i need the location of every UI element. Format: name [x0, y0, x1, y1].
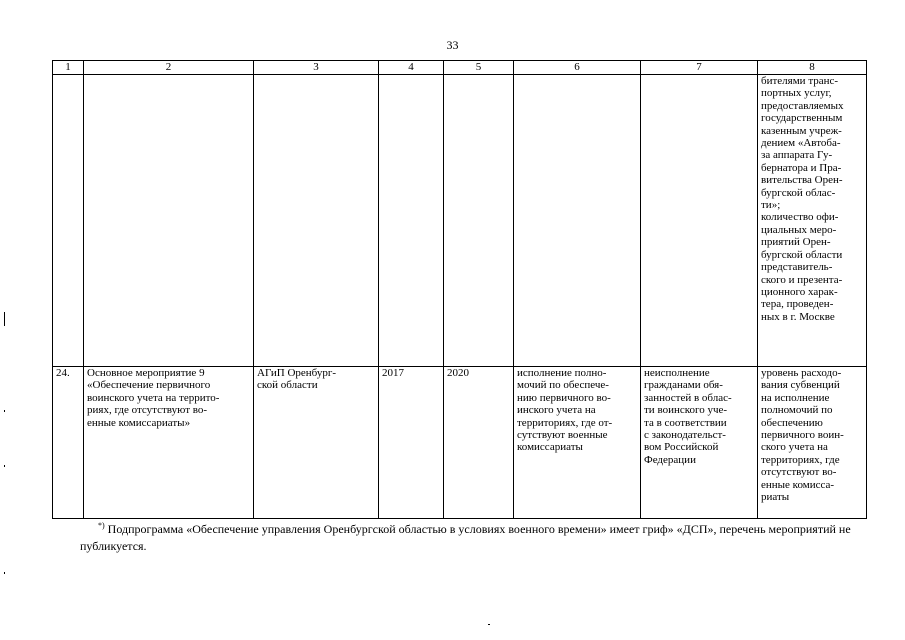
- cell-text-line: отсутствуют во-: [761, 466, 837, 479]
- cell-text-line: уровень расходо-: [761, 367, 842, 379]
- page-number: 33: [446, 38, 459, 52]
- table-row-24: [53, 367, 867, 519]
- column-header-6: 6: [514, 61, 641, 75]
- header-row: [53, 61, 867, 75]
- cell-text-line: исполнение полно-: [517, 367, 607, 379]
- column-header-1: 1: [53, 61, 84, 75]
- cell-empty: [641, 75, 758, 367]
- cell-text-line: ти»;: [761, 199, 781, 212]
- column-header-8: 8: [758, 61, 867, 75]
- cell-text-line: ского и презента-: [761, 273, 843, 286]
- scan-artifact-mark: [4, 312, 5, 326]
- cell-text-line: инского учета на: [517, 404, 596, 417]
- footnote: [80, 517, 870, 555]
- cell-text-line: на исполнение: [761, 391, 830, 404]
- cell-text-line: воинского учета на террито-: [87, 391, 220, 404]
- cell-text-line: та в соответствии: [644, 416, 727, 429]
- cell-text-line: неисполнение: [644, 367, 710, 379]
- table-row-continued: [53, 75, 867, 367]
- cell-text-line: количество офи-: [761, 211, 839, 224]
- cell-text-line: риях, где отсутствуют во-: [87, 404, 208, 417]
- cell-text-line: вительства Орен-: [761, 174, 843, 187]
- cell-text-line: за аппарата Гу-: [761, 149, 833, 162]
- cell-text-line: Основное мероприятие 9: [87, 367, 205, 379]
- scan-artifact-mark: [4, 410, 5, 412]
- scan-artifact-mark: [4, 572, 5, 574]
- cell-text-line: первичного воин-: [761, 429, 844, 442]
- cell-empty: [53, 75, 84, 367]
- cell-text-line: занностей в облас-: [644, 391, 732, 404]
- cell-text-line: полномочий по: [761, 404, 833, 417]
- cell-text-line: комиссариаты: [517, 441, 583, 454]
- cell-text-line: казенным учреж-: [761, 124, 842, 137]
- cell-start-year: 2017: [379, 367, 444, 519]
- cell-text-line: бургской области: [761, 248, 843, 261]
- column-header-4: 4: [379, 61, 444, 75]
- cell-empty: [254, 75, 379, 367]
- cell-executor: [254, 367, 379, 519]
- cell-text-line: предоставляемых: [761, 99, 844, 112]
- cell-empty: [84, 75, 254, 367]
- column-header-3: 3: [254, 61, 379, 75]
- cell-text-line: территориях, где: [761, 453, 840, 466]
- cell-text-line: ти воинского уче-: [644, 404, 728, 417]
- cell-indicators-continued: [758, 75, 867, 367]
- cell-text-line: Федерации: [644, 453, 696, 466]
- cell-empty: [514, 75, 641, 367]
- cell-expected-result: [514, 367, 641, 519]
- cell-text-line: «Обеспечение первичного: [87, 379, 211, 392]
- cell-text-line: бургской облас-: [761, 186, 836, 199]
- cell-empty: [444, 75, 514, 367]
- cell-text-line: риаты: [761, 491, 790, 504]
- cell-text-line: дением «Автоба-: [761, 137, 841, 150]
- cell-text-line: гражданами обя-: [644, 379, 723, 392]
- cell-text-line: вания субвенций: [761, 379, 840, 392]
- scan-artifact-mark: [488, 624, 490, 625]
- column-header-7: 7: [641, 61, 758, 75]
- footnote-marker: *): [98, 521, 105, 530]
- cell-text-line: ского учета на: [761, 441, 828, 454]
- cell-consequences: [641, 367, 758, 519]
- cell-text-line: тера, проведен-: [761, 298, 834, 311]
- cell-text-line: бителями транс-: [761, 75, 839, 87]
- cell-text-line: территориях, где от-: [517, 416, 613, 429]
- cell-measure-name: [84, 367, 254, 519]
- cell-text-line: сутствуют военные: [517, 429, 608, 442]
- scan-artifact-mark: [4, 465, 5, 467]
- footnote-text: Подпрограмма «Обеспечение управления Оренбургской областью в условиях военного времени» имеет гриф» «ДСП», перечень мероприятий не публикуется.: [80, 522, 851, 553]
- cell-text-line: приятий Орен-: [761, 236, 831, 249]
- cell-empty: [379, 75, 444, 367]
- cell-text-line: ской области: [257, 379, 318, 392]
- measures-table: [52, 60, 867, 519]
- cell-text-line: нию первичного во-: [517, 391, 611, 404]
- cell-text-line: бернатора и Пра-: [761, 161, 842, 174]
- cell-text-line: государственным: [761, 112, 843, 125]
- cell-text-line: вом Российской: [644, 441, 719, 454]
- cell-text-line: ных в г. Москве: [761, 310, 835, 323]
- column-header-5: 5: [444, 61, 514, 75]
- cell-text-line: циальных меро-: [761, 223, 837, 236]
- cell-text-line: представитель-: [761, 261, 833, 274]
- cell-text-line: мочий по обеспече-: [517, 379, 609, 392]
- cell-text-line: АГиП Оренбург-: [257, 367, 337, 379]
- column-header-2: 2: [84, 61, 254, 75]
- cell-end-year: 2020: [444, 367, 514, 519]
- cell-text-line: енные комиссариаты»: [87, 416, 191, 429]
- cell-row-number: 24.: [53, 367, 84, 519]
- cell-text-line: обеспечению: [761, 416, 823, 429]
- cell-text-line: енные комисса-: [761, 478, 835, 491]
- cell-text-line: с законодательст-: [644, 429, 726, 442]
- cell-text-line: портных услуг,: [761, 87, 832, 100]
- cell-indicator-link: [758, 367, 867, 519]
- cell-text-line: ционного харак-: [761, 285, 838, 298]
